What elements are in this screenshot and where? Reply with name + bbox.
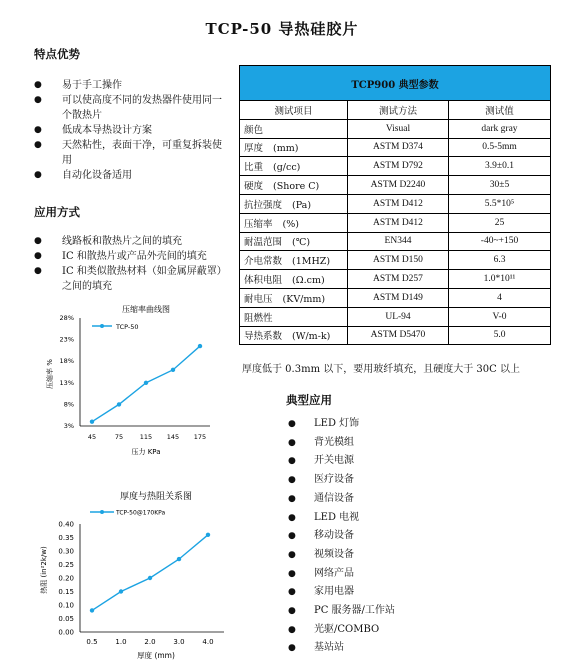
param-method: ASTM D149 xyxy=(348,288,449,307)
apps-heading: 典型应用 xyxy=(286,393,332,407)
list-item: ● 天然粘性，表面干净，可重复拆装使用 xyxy=(34,138,230,168)
x-tick-label: 2.0 xyxy=(144,638,156,646)
param-method: Visual xyxy=(348,119,449,138)
table-row xyxy=(240,288,551,307)
table-body xyxy=(240,119,551,345)
param-method: ASTM D257 xyxy=(348,270,449,289)
param-item xyxy=(240,232,348,251)
y-tick-label: 0.35 xyxy=(58,534,74,542)
table-row xyxy=(240,270,551,289)
param-unit: (%) xyxy=(282,218,299,230)
list-item: ● 背光模组 xyxy=(288,434,528,453)
list-item: ● 网络产品 xyxy=(288,565,528,584)
list-item: ● 可以使高度不同的发热器件使用同一个散热片 xyxy=(34,93,230,123)
y-tick-label: 13% xyxy=(59,378,74,387)
param-value: 3.9±0.1 xyxy=(449,157,551,176)
data-point xyxy=(117,402,121,406)
x-axis-label: 压力 KPa xyxy=(131,448,161,456)
param-item xyxy=(240,251,348,270)
applications-list xyxy=(288,415,528,658)
list-item: ● PC 服务器/工作站 xyxy=(288,602,528,621)
y-tick-label: 28% xyxy=(59,314,74,322)
param-name: 压缩率 xyxy=(244,218,273,230)
x-tick-label: 115 xyxy=(139,433,153,441)
table-note: 厚度低于 0.3mm 以下，要用玻纤填充，且硬度大于 30C 以上 xyxy=(242,364,520,375)
table-row xyxy=(240,119,551,138)
param-name: 介电常数 xyxy=(244,256,283,268)
param-name: 阻燃性 xyxy=(244,312,273,324)
list-item: ● 易于手工操作 xyxy=(34,78,230,93)
data-point xyxy=(90,608,94,612)
data-point xyxy=(171,368,175,372)
methods-list xyxy=(34,234,230,294)
param-value: V-0 xyxy=(449,307,551,326)
table-row xyxy=(240,213,551,232)
param-value: 5.5*10⁵ xyxy=(449,194,551,213)
parameter-table xyxy=(239,65,551,345)
list-item: ● 视频设备 xyxy=(288,546,528,565)
x-axis-label: 厚度 (mm) xyxy=(137,651,175,660)
y-axis-label: 热阻 (in²2k/w) xyxy=(40,546,48,594)
param-value: 5.0 xyxy=(449,326,551,345)
list-item: ● 通信设备 xyxy=(288,490,528,509)
data-point xyxy=(144,381,148,385)
param-unit: (℃) xyxy=(292,237,311,249)
param-item xyxy=(240,288,348,307)
data-point xyxy=(119,589,123,593)
x-tick-label: 145 xyxy=(166,433,180,441)
y-tick-label: 23% xyxy=(59,335,74,344)
param-method: UL-94 xyxy=(348,307,449,326)
param-name: 硬度 xyxy=(244,181,264,193)
table-row xyxy=(240,251,551,270)
features-list xyxy=(34,78,230,183)
table-row xyxy=(240,232,551,251)
param-value: 25 xyxy=(449,213,551,232)
legend-marker xyxy=(100,324,104,328)
param-item xyxy=(240,326,348,345)
param-method: ASTM D374 xyxy=(348,138,449,157)
chart-title: 压缩率曲线图 xyxy=(122,305,170,314)
x-tick-label: 75 xyxy=(114,433,124,441)
param-method: EN344 xyxy=(348,232,449,251)
param-name: 耐电压 xyxy=(244,293,273,305)
list-item: ● 光驱/COMBO xyxy=(288,621,528,640)
param-value: 6.3 xyxy=(449,251,551,270)
series-line xyxy=(92,535,208,611)
param-value: 30±5 xyxy=(449,176,551,195)
features-heading: 特点优势 xyxy=(34,47,80,61)
param-name: 体积电阻 xyxy=(244,275,283,287)
param-item xyxy=(240,194,348,213)
page-title: TCP-50 导热硅胶片 xyxy=(205,20,359,38)
thermal-resistance-chart xyxy=(34,482,230,664)
chart-marks xyxy=(90,533,210,613)
data-point xyxy=(148,576,152,580)
y-tick-label: 0.00 xyxy=(58,628,74,637)
table-row xyxy=(240,176,551,195)
param-method: ASTM D150 xyxy=(348,251,449,270)
param-value: dark gray xyxy=(449,119,551,138)
param-item xyxy=(240,176,348,195)
param-name: 厚度 xyxy=(244,143,264,155)
y-tick-label: 0.25 xyxy=(58,561,74,569)
param-item xyxy=(240,270,348,289)
list-item: ● 线路板和散热片之间的填充 xyxy=(34,234,230,249)
y-tick-label: 8% xyxy=(63,400,74,409)
list-item: ● LED 灯饰 xyxy=(288,415,528,434)
chart-title: 厚度与热阻关系图 xyxy=(119,492,193,502)
param-name: 抗拉强度 xyxy=(244,199,283,211)
param-value: 1.0*10¹¹ xyxy=(449,270,551,289)
legend-label: TCP-50 xyxy=(116,323,139,331)
param-unit: (Ω.cm) xyxy=(292,275,325,287)
list-item: ● IC 和散热片或产品外壳间的填充 xyxy=(34,249,230,264)
list-item: ● 自动化设备适用 xyxy=(34,168,230,183)
x-tick-label: 0.5 xyxy=(86,638,98,646)
y-tick-label: 0.10 xyxy=(58,601,74,610)
legend-label: TCP-50@170KPa xyxy=(116,509,166,517)
column-header: 测试值 xyxy=(449,101,551,120)
chart-marks xyxy=(90,344,202,424)
column-header: 测试项目 xyxy=(240,101,348,120)
param-item xyxy=(240,213,348,232)
list-item: ● 医疗设备 xyxy=(288,471,528,490)
y-tick-label: 0.05 xyxy=(58,615,74,623)
param-name: 颜色 xyxy=(244,124,264,136)
param-value: 0.5-5mm xyxy=(449,138,551,157)
table-row xyxy=(240,138,551,157)
column-header: 测试方法 xyxy=(348,101,449,120)
list-item: ● 基站站 xyxy=(288,639,528,658)
x-tick-label: 175 xyxy=(193,433,207,441)
param-unit: (W/m-k) xyxy=(292,331,331,343)
table-row xyxy=(240,194,551,213)
table-row xyxy=(240,157,551,176)
data-point xyxy=(206,533,210,537)
param-unit: (Pa) xyxy=(292,199,312,211)
table-title: TCP900 典型参数 xyxy=(240,66,551,101)
param-method: ASTM D5470 xyxy=(348,326,449,345)
param-name: 导热系数 xyxy=(244,331,283,343)
x-tick-label: 3.0 xyxy=(173,638,185,646)
param-name: 比重 xyxy=(244,162,264,174)
param-unit: (KV/mm) xyxy=(282,293,326,305)
methods-heading: 应用方式 xyxy=(34,205,80,219)
data-point xyxy=(198,344,202,348)
x-tick-label: 1.0 xyxy=(115,638,127,646)
param-unit: (mm) xyxy=(273,143,299,155)
list-item: ● IC 和类似散热材料（如金属屏蔽罩）之间的填充 xyxy=(34,264,230,294)
table-row xyxy=(240,326,551,345)
param-item xyxy=(240,138,348,157)
legend-marker xyxy=(100,510,104,514)
param-unit: (Shore C) xyxy=(273,181,320,193)
param-unit: (1MHZ) xyxy=(292,256,331,268)
y-tick-label: 0.15 xyxy=(58,588,74,596)
param-item xyxy=(240,119,348,138)
param-method: ASTM D412 xyxy=(348,194,449,213)
param-name: 耐温范围 xyxy=(244,237,283,249)
x-tick-label: 4.0 xyxy=(202,638,214,646)
y-axis-label: 压缩率 % xyxy=(46,359,54,389)
list-item: ● 家用电器 xyxy=(288,583,528,602)
y-tick-label: 18% xyxy=(59,357,74,366)
compression-chart xyxy=(34,296,230,464)
param-unit: (g/cc) xyxy=(273,162,301,174)
list-item: ● 移动设备 xyxy=(288,527,528,546)
y-tick-label: 3% xyxy=(63,422,74,430)
data-point xyxy=(177,557,181,561)
list-item: ● 低成本导热设计方案 xyxy=(34,123,230,138)
data-point xyxy=(90,419,94,423)
y-tick-label: 0.20 xyxy=(58,574,74,583)
x-tick-label: 45 xyxy=(87,433,97,441)
y-tick-label: 0.30 xyxy=(58,547,74,556)
param-method: ASTM D2240 xyxy=(348,176,449,195)
table-row xyxy=(240,307,551,326)
y-tick-label: 0.40 xyxy=(58,520,74,529)
param-item xyxy=(240,157,348,176)
param-method: ASTM D412 xyxy=(348,213,449,232)
param-item xyxy=(240,307,348,326)
param-value: 4 xyxy=(449,288,551,307)
list-item: ● 开关电源 xyxy=(288,452,528,471)
param-method: ASTM D792 xyxy=(348,157,449,176)
list-item: ● LED 电视 xyxy=(288,509,528,528)
param-value: -40~+150 xyxy=(449,232,551,251)
